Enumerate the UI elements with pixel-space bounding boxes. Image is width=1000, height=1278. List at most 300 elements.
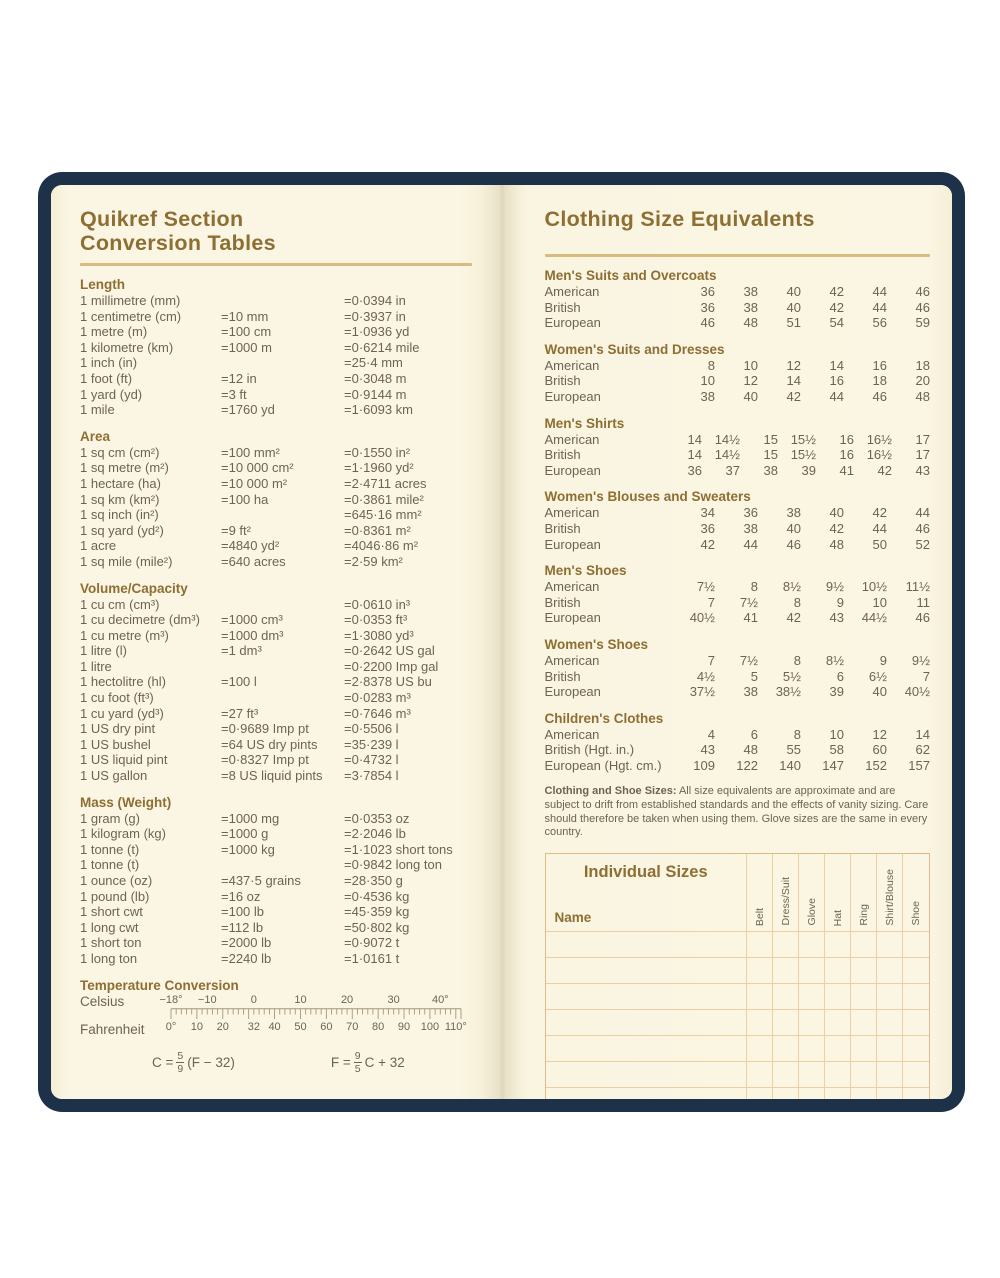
size-value: 15 — [763, 431, 778, 447]
size-entry-cell — [877, 1036, 903, 1061]
conversion-intermediate: =0·9689 Imp pt — [221, 721, 309, 737]
size-entry-cell — [851, 1088, 877, 1099]
conversion-row — [80, 873, 472, 889]
size-value: 8 — [793, 594, 801, 610]
size-value: 14 — [687, 431, 702, 447]
size-value: 7½ — [739, 594, 758, 610]
page-spread — [51, 185, 952, 1099]
size-value: 44 — [872, 520, 887, 536]
temperature-conversion — [80, 978, 472, 1074]
size-entry-cell — [799, 984, 825, 1009]
celsius-tick-label: −10 — [197, 993, 217, 1006]
name-entry-cell — [546, 932, 748, 957]
size-value: 7½ — [696, 579, 715, 595]
conversion-result: =0·5506 l — [344, 721, 399, 737]
size-value: 59 — [915, 315, 930, 331]
size-entry-cell — [825, 932, 851, 957]
table-empty-row — [546, 1062, 930, 1088]
conversion-row — [80, 293, 472, 309]
conversion-result: =0·3937 in — [344, 308, 406, 324]
size-value: 11½ — [905, 579, 930, 595]
formula-lead: F = — [330, 1054, 351, 1070]
size-value: 42 — [829, 284, 844, 299]
conversion-row — [80, 554, 472, 570]
size-value: 7 — [707, 594, 715, 610]
size-value: 36 — [700, 520, 715, 536]
conversion-row — [80, 842, 472, 858]
conversion-row — [80, 371, 472, 387]
size-value: 54 — [829, 315, 844, 331]
section-heading: Women's Shoes — [544, 636, 648, 652]
size-value: 14 — [829, 357, 844, 373]
clothing-size-tables — [545, 268, 931, 773]
name-entry-cell — [546, 1062, 748, 1087]
size-entry-cell — [851, 1036, 877, 1061]
size-row — [545, 432, 931, 448]
conversion-result: =45·359 kg — [344, 904, 410, 920]
size-value: 8 — [793, 652, 801, 668]
conversion-intermediate: =8 US liquid pints — [221, 768, 323, 784]
conversion-unit: 1 US bushel — [80, 736, 151, 752]
region-label: American — [544, 284, 600, 299]
column-header-cell — [773, 854, 799, 931]
conversion-unit: 1 short cwt — [80, 904, 143, 920]
conversion-intermediate: =1000 g — [221, 826, 269, 842]
conversion-intermediate: =100 ha — [221, 491, 269, 507]
conversion-intermediate — [221, 597, 344, 613]
size-row — [545, 669, 931, 685]
section-heading: Mass (Weight) — [80, 794, 172, 810]
conversion-tables — [80, 277, 472, 967]
size-value: 14½ — [714, 447, 740, 463]
size-entry-cell — [799, 958, 825, 983]
conversion-result: =2·2046 lb — [344, 826, 406, 842]
conversion-row — [80, 460, 472, 476]
conversion-unit: 1 millimetre (mm) — [80, 293, 181, 308]
size-value: 9½ — [911, 652, 930, 668]
conversion-result: =0·3861 mile² — [344, 491, 424, 507]
size-value: 40 — [829, 505, 844, 521]
ruler-ticks — [168, 1008, 464, 1021]
conversion-unit: 1 US dry pint — [80, 721, 156, 737]
size-row — [545, 595, 931, 611]
size-value: 58 — [829, 742, 844, 758]
conversion-result: =645·16 mm² — [344, 507, 422, 523]
conversion-row — [80, 857, 472, 873]
conversion-unit: 1 sq yard (yd²) — [80, 522, 164, 538]
size-entry-cell — [799, 1010, 825, 1035]
formula-lead: C = — [152, 1054, 174, 1070]
region-label: American — [544, 726, 600, 742]
conversion-result: =0·9144 m — [344, 386, 407, 402]
conversion-row — [80, 309, 472, 325]
size-entry-cell — [851, 958, 877, 983]
size-entry-cell — [903, 932, 929, 957]
conversion-row — [80, 659, 472, 675]
size-value: 44½ — [861, 610, 887, 626]
fahrenheit-tick-label: 10 — [190, 1020, 204, 1033]
column-header-label: Belt — [753, 907, 766, 926]
size-value: 4½ — [696, 668, 715, 684]
size-value: 7½ — [739, 652, 758, 668]
size-section — [545, 637, 931, 700]
table-empty-row — [546, 984, 930, 1010]
size-value: 16 — [839, 447, 854, 463]
sizes-note — [545, 785, 931, 839]
size-entry-cell — [773, 958, 799, 983]
size-entry-cell — [903, 1010, 929, 1035]
region-label: American — [544, 505, 600, 521]
conversion-unit: 1 kilogram (kg) — [80, 826, 166, 842]
size-value: 46 — [915, 520, 930, 536]
conversion-intermediate: =1000 mg — [221, 810, 280, 826]
conversion-intermediate: =10 mm — [221, 308, 269, 324]
section-heading: Women's Suits and Dresses — [544, 341, 725, 357]
left-page-title-line1: Quikref Section — [80, 207, 244, 231]
size-entry-cell — [747, 1036, 773, 1061]
conversion-row — [80, 340, 472, 356]
conversion-intermediate: =100 mm² — [221, 444, 280, 460]
conversion-intermediate — [221, 690, 344, 706]
size-row — [545, 447, 931, 463]
size-value: 10 — [872, 594, 887, 610]
size-entry-cell — [747, 1088, 773, 1099]
conversion-result: =0·0610 in³ — [344, 596, 411, 612]
size-value: 44 — [743, 536, 758, 552]
size-value: 9 — [836, 594, 844, 610]
size-value: 42 — [877, 462, 892, 478]
fraction — [354, 1051, 362, 1074]
size-value: 46 — [872, 388, 887, 404]
fahrenheit-tick-label: 80 — [372, 1020, 385, 1033]
individual-sizes-title: Individual Sizes — [583, 862, 708, 881]
size-value: 16 — [829, 373, 844, 389]
name-header-cell — [546, 854, 748, 931]
conversion-row — [80, 612, 472, 628]
size-entry-cell — [773, 1036, 799, 1061]
size-value: 42 — [872, 505, 887, 521]
conversion-row — [80, 507, 472, 523]
conversion-intermediate: =64 US dry pints — [221, 736, 318, 752]
size-entry-cell — [799, 1088, 825, 1099]
conversion-intermediate: =16 oz — [221, 888, 261, 904]
size-value: 14 — [687, 447, 702, 463]
conversion-result: =0·2200 Imp gal — [344, 658, 439, 674]
size-value: 40½ — [689, 610, 715, 626]
size-value: 38 — [743, 520, 758, 536]
size-value: 15 — [763, 447, 778, 463]
fahrenheit-tick-label: 32 — [247, 1020, 260, 1033]
conversion-intermediate: =437·5 grains — [221, 873, 301, 888]
conversion-intermediate — [221, 507, 344, 523]
conversion-unit: 1 hectare (ha) — [80, 475, 161, 491]
conversion-intermediate — [221, 857, 344, 873]
conversion-intermediate: =100 lb — [221, 904, 265, 920]
name-entry-cell — [546, 1088, 748, 1099]
fahrenheit-tick-label: 70 — [346, 1020, 359, 1033]
conversion-unit: 1 acre — [80, 538, 117, 554]
size-value: 109 — [693, 757, 715, 773]
size-entry-cell — [825, 1010, 851, 1035]
conversion-result: =2·59 km² — [344, 553, 403, 569]
size-value: 44 — [829, 388, 844, 404]
size-value: 8 — [707, 357, 715, 373]
size-row — [545, 389, 931, 405]
conversion-result: =35·239 l — [344, 736, 399, 752]
conversion-unit: 1 long ton — [80, 950, 138, 966]
conversion-intermediate: =10 000 m² — [221, 475, 288, 491]
size-entry-cell — [877, 1088, 903, 1099]
table-empty-row — [546, 1088, 930, 1099]
fahrenheit-scale-row — [80, 1021, 472, 1035]
size-value: 7 — [707, 652, 715, 668]
conversion-unit: 1 sq cm (cm²) — [80, 444, 160, 460]
conversion-intermediate: =640 acres — [221, 553, 286, 569]
fraction-denominator: 9 — [177, 1062, 184, 1075]
conversion-unit: 1 litre (l) — [80, 643, 127, 659]
conversion-intermediate: =9 ft² — [221, 522, 251, 538]
size-value: 36 — [687, 462, 702, 478]
size-value: 7 — [922, 668, 930, 684]
size-value: 9½ — [825, 579, 844, 595]
conversion-row — [80, 690, 472, 706]
fahrenheit-tick-label: 60 — [320, 1020, 333, 1033]
size-entry-cell — [903, 958, 929, 983]
left-page — [51, 185, 502, 1099]
size-row — [545, 505, 931, 521]
size-entry-cell — [825, 1088, 851, 1099]
size-entry-cell — [877, 1062, 903, 1087]
conversion-unit: 1 tonne (t) — [80, 857, 140, 873]
conversion-intermediate: =0·8327 Imp pt — [221, 752, 309, 768]
size-value: 15½ — [790, 447, 816, 463]
size-entry-cell — [877, 1010, 903, 1035]
region-label: British — [544, 520, 581, 536]
conversion-row — [80, 889, 472, 905]
size-value: 40 — [872, 684, 887, 700]
size-value: 18 — [872, 373, 887, 389]
celsius-tick-label: 0 — [250, 993, 257, 1006]
size-entry-cell — [851, 1010, 877, 1035]
fahrenheit-tick-label: 90 — [397, 1020, 411, 1033]
conversion-row — [80, 492, 472, 508]
conversion-unit: 1 long cwt — [80, 919, 139, 935]
size-value: 36 — [700, 284, 715, 299]
celsius-tick-label: −18° — [159, 993, 183, 1006]
size-entry-cell — [747, 1062, 773, 1087]
column-header-cell — [851, 854, 877, 931]
size-entry-cell — [825, 1062, 851, 1087]
conversion-result: =0·2642 US gal — [344, 643, 435, 659]
size-entry-cell — [747, 1010, 773, 1035]
fraction — [176, 1051, 184, 1074]
conversion-unit: 1 tonne (t) — [80, 841, 140, 857]
section-heading: Area — [80, 428, 111, 444]
conversion-result: =1·0936 yd — [344, 324, 410, 340]
conversion-result: =0·8361 m² — [344, 522, 411, 538]
size-value: 37½ — [689, 684, 715, 700]
region-label: British (Hgt. in.) — [544, 742, 635, 758]
region-label: European — [544, 536, 601, 552]
size-value: 8 — [750, 579, 758, 595]
size-value: 18 — [915, 357, 930, 373]
conversion-unit: 1 sq metre (m²) — [80, 460, 169, 476]
size-value: 14 — [786, 373, 801, 389]
size-value: 48 — [743, 315, 758, 331]
formula-tail: (F − 32) — [187, 1054, 235, 1070]
conversion-result: =0·0353 ft³ — [344, 612, 408, 628]
size-value: 15½ — [790, 431, 816, 447]
conversion-row — [80, 324, 472, 340]
conversion-row — [80, 826, 472, 842]
size-value: 17 — [915, 431, 930, 447]
temperature-formula — [152, 1051, 235, 1074]
size-value: 48 — [915, 388, 930, 404]
conversion-result: =1·0161 t — [344, 950, 400, 966]
conversion-intermediate: =1000 m — [221, 339, 272, 355]
size-entry-cell — [903, 1088, 929, 1099]
column-header-label: Hat — [831, 909, 844, 926]
size-value: 46 — [786, 536, 801, 552]
conversion-intermediate: =10 000 cm² — [221, 460, 294, 476]
size-section — [545, 416, 931, 479]
size-entry-cell — [747, 984, 773, 1009]
conversion-intermediate — [221, 355, 344, 371]
conversion-result: =4046·86 m² — [344, 538, 419, 554]
table-empty-row — [546, 1036, 930, 1062]
table-empty-row — [546, 958, 930, 984]
size-value: 16 — [839, 431, 854, 447]
column-header-cell — [825, 854, 851, 931]
conversion-unit: 1 kilometre (km) — [80, 339, 174, 355]
conversion-result: =0·3048 m — [344, 370, 407, 386]
size-value: 12 — [872, 726, 887, 742]
sizes-note-lead: Clothing and Shoe Sizes: — [544, 785, 677, 798]
region-label: European — [544, 388, 601, 404]
size-value: 147 — [822, 757, 844, 773]
conversion-result: =0·9072 t — [344, 935, 400, 951]
table-empty-row — [546, 932, 930, 958]
column-header-cell — [747, 854, 773, 931]
conversion-intermediate: =27 ft³ — [221, 705, 259, 721]
size-entry-cell — [851, 1062, 877, 1087]
size-value: 16 — [872, 357, 887, 373]
size-value: 6½ — [868, 668, 887, 684]
sizes-note-body: All size equivalents are approximate and are subject to drift from established standards and the effects of vanity sizing. Care should therefore be taken when using them. Glove sizes are the same in every country. — [544, 785, 929, 839]
column-header-label: Shirt/Blouse — [883, 869, 896, 926]
conversion-unit: 1 pound (lb) — [80, 888, 150, 904]
conversion-row — [80, 628, 472, 644]
conversion-result: =0·1550 in² — [344, 444, 411, 460]
celsius-tick-label: 10 — [294, 993, 307, 1006]
size-value: 48 — [829, 536, 844, 552]
conversion-result: =0·9842 long ton — [344, 857, 442, 873]
temperature-ruler — [168, 1008, 464, 1021]
conversion-intermediate: =1760 yd — [221, 402, 275, 418]
conversion-unit: 1 cu metre (m³) — [80, 627, 169, 643]
size-value: 41 — [743, 610, 758, 626]
section-heading: Men's Suits and Overcoats — [544, 268, 717, 283]
size-value: 20 — [915, 373, 930, 389]
size-value: 40 — [786, 284, 801, 299]
size-value: 46 — [915, 299, 930, 315]
size-entry-cell — [903, 1036, 929, 1061]
size-value: 43 — [829, 610, 844, 626]
size-row — [545, 579, 931, 595]
size-value: 16½ — [866, 431, 892, 447]
size-value: 36 — [743, 505, 758, 521]
conversion-unit: 1 cu yard (yd³) — [80, 705, 164, 721]
size-value: 5½ — [782, 668, 801, 684]
size-value: 38 — [763, 462, 778, 478]
size-value: 10 — [743, 357, 758, 373]
left-page-title-line2: Conversion Tables — [80, 231, 276, 255]
column-header-label: Shoe — [910, 901, 922, 926]
conversion-row — [80, 706, 472, 722]
size-value: 152 — [865, 757, 887, 773]
size-value: 12 — [786, 357, 801, 373]
region-label: European (Hgt. cm.) — [544, 757, 662, 773]
size-entry-cell — [773, 932, 799, 957]
column-header-label: Dress/Suit — [779, 877, 792, 926]
size-value: 37 — [725, 462, 740, 478]
conversion-result: =28·350 g — [344, 873, 403, 888]
section-heading: Children's Clothes — [544, 710, 664, 726]
section-heading: Length — [80, 277, 125, 292]
size-value: 6 — [836, 668, 844, 684]
size-value: 40 — [786, 299, 801, 315]
size-value: 10 — [700, 373, 715, 389]
size-entry-cell — [851, 932, 877, 957]
size-row — [545, 358, 931, 374]
conversion-unit: 1 centimetre (cm) — [80, 308, 182, 324]
conversion-row — [80, 402, 472, 418]
size-value: 8 — [793, 726, 801, 742]
conversion-result: =0·7646 m³ — [344, 705, 411, 721]
right-page-title: Clothing Size Equivalents — [544, 207, 815, 231]
celsius-scale-row — [80, 994, 472, 1008]
size-value: 10½ — [861, 579, 887, 595]
conversion-unit: 1 sq inch (in²) — [80, 507, 159, 523]
conversion-intermediate: =100 l — [221, 674, 257, 690]
region-label: European — [544, 684, 601, 700]
size-value: 8½ — [825, 652, 844, 668]
conversion-unit: 1 mile — [80, 402, 115, 418]
size-value: 6 — [750, 726, 758, 742]
size-value: 46 — [915, 610, 930, 626]
conversion-unit: 1 US liquid pint — [80, 752, 168, 768]
temperature-formula — [331, 1051, 405, 1074]
fahrenheit-tick-label: 40 — [268, 1020, 281, 1033]
conversion-unit: 1 inch (in) — [80, 355, 138, 371]
conversion-unit: 1 sq km (km²) — [80, 491, 160, 507]
size-row — [545, 653, 931, 669]
fraction-denominator: 5 — [354, 1062, 361, 1075]
size-value: 34 — [700, 505, 715, 521]
title-underline — [80, 263, 472, 266]
section-heading: Men's Shoes — [544, 563, 627, 579]
conversion-result: =0·0283 m³ — [344, 690, 411, 706]
conversion-row — [80, 935, 472, 951]
conversion-row — [80, 643, 472, 659]
column-header-cell — [799, 854, 825, 931]
size-entry-cell — [747, 958, 773, 983]
size-value: 44 — [915, 505, 930, 521]
size-value: 39 — [829, 684, 844, 700]
size-section — [545, 489, 931, 552]
conversion-row — [80, 811, 472, 827]
size-entry-cell — [773, 1088, 799, 1099]
